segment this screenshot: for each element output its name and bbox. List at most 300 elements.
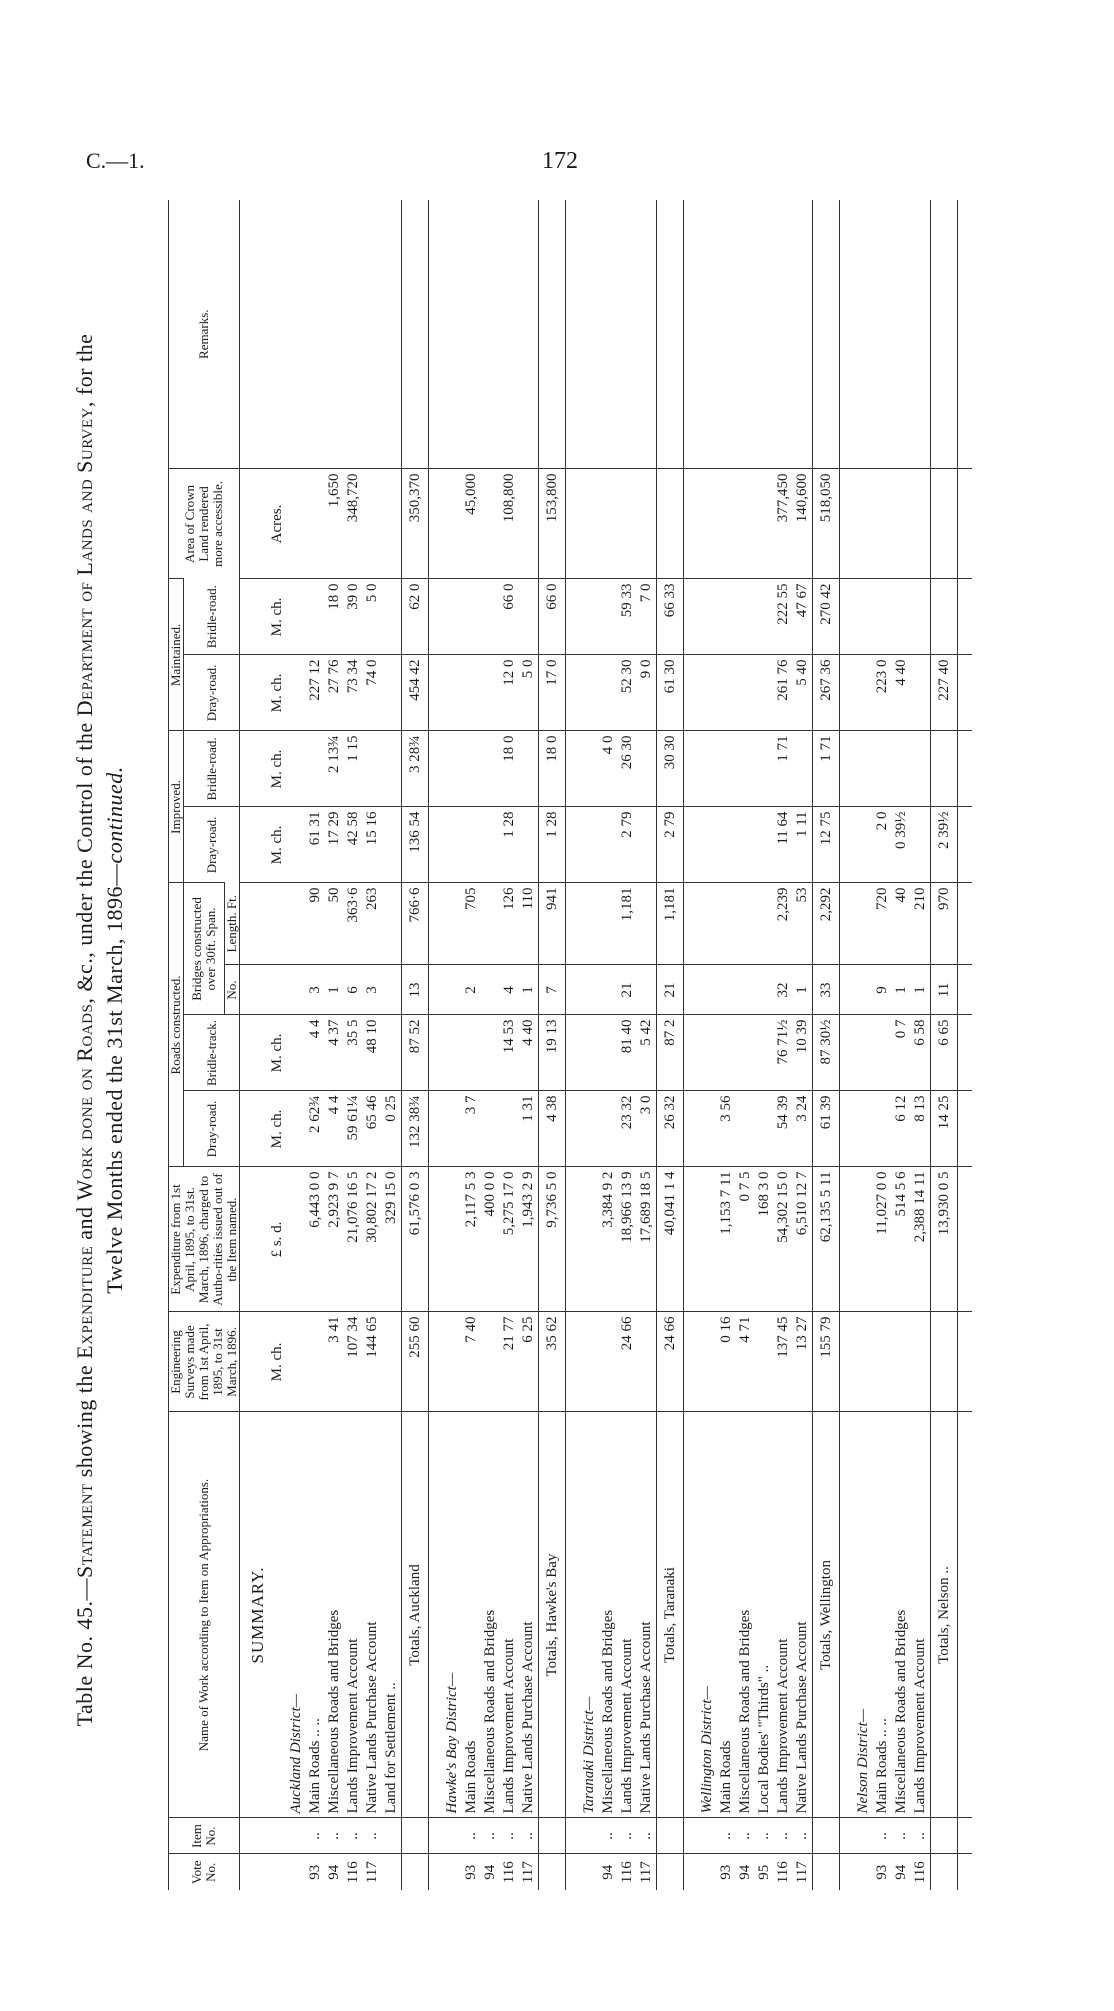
cell-idray — [736, 807, 755, 883]
units-row — [268, 200, 287, 1890]
cell-eng: 6 25 — [519, 1312, 539, 1412]
cell-area — [481, 469, 500, 579]
col-improved: Improved. — [169, 731, 184, 883]
cell-remarks — [325, 200, 344, 469]
cell-vote: 117 — [793, 1854, 813, 1890]
cell-remarks — [717, 200, 736, 469]
cell-eng: 21 77 — [500, 1312, 519, 1412]
cell-area — [911, 469, 931, 579]
total-ibridle: 1 71 — [813, 731, 840, 807]
cell-vote: 116 — [911, 1854, 931, 1890]
cell-name: Main Roads .. .. — [873, 1412, 892, 1818]
cell-bno: 1 — [793, 965, 813, 1015]
cell-area — [618, 469, 637, 579]
cell-remarks — [736, 200, 755, 469]
district-heading-row — [698, 200, 717, 1890]
summary-title: SUMMARY. — [240, 1412, 269, 1818]
cell-idray: 1 28 — [500, 807, 519, 883]
cell-mdray — [462, 655, 481, 731]
cell-remarks — [382, 200, 402, 469]
cell-dray: 3 0 — [637, 1091, 657, 1167]
cell-btrack — [462, 1015, 481, 1091]
cell-bno — [717, 965, 736, 1015]
cell-mdray: 27 76 — [325, 655, 344, 731]
summary-row — [240, 200, 269, 1890]
cell-eng: 7 40 — [462, 1312, 481, 1412]
cell-dray: 23 32 — [618, 1091, 637, 1167]
total-mdray: 267 36 — [813, 655, 840, 731]
cell-bno: 9 — [873, 965, 892, 1015]
cell-eng — [306, 1312, 325, 1412]
cell-item: .. — [599, 1818, 618, 1854]
cell-ibridle — [519, 731, 539, 807]
total-eng: 24 66 — [657, 1312, 684, 1412]
total-bno: 11 — [931, 965, 958, 1015]
col-name: Name of Work according to Item on Appropriations. — [169, 1412, 240, 1818]
total-item — [402, 1818, 429, 1854]
table-row — [519, 200, 539, 1890]
total-name: Totals, Taranaki — [657, 1412, 684, 1818]
cell-eng — [892, 1312, 911, 1412]
cell-mdray — [599, 655, 618, 731]
cell-bno — [382, 965, 402, 1015]
cell-exp: 30,802 17 2 — [363, 1167, 382, 1312]
cell-area — [637, 469, 657, 579]
cell-mdray: 73 34 — [344, 655, 363, 731]
cell-ibridle: 1 71 — [774, 731, 793, 807]
district-name: Wellington District— — [698, 1412, 717, 1818]
col-remarks: Remarks. — [169, 200, 240, 469]
cell-idray — [382, 807, 402, 883]
cell-bno: 4 — [500, 965, 519, 1015]
cell-mbridle — [462, 579, 481, 655]
table-row — [306, 200, 325, 1890]
total-blen: 1,181 — [657, 883, 684, 965]
page-number: 172 — [542, 148, 578, 174]
total-blen: 941 — [539, 883, 566, 965]
table-row — [382, 200, 402, 1890]
cell-mdray — [755, 655, 774, 731]
cell-bno — [599, 965, 618, 1015]
cell-mbridle: 222 55 — [774, 579, 793, 655]
cell-dray — [736, 1091, 755, 1167]
cell-item — [382, 1818, 402, 1854]
cell-exp: 6,443 0 0 — [306, 1167, 325, 1312]
total-idray: 12 75 — [813, 807, 840, 883]
cell-mbridle — [892, 579, 911, 655]
unit-exp: £ s. d. — [268, 1167, 287, 1312]
cell-idray — [519, 807, 539, 883]
total-btrack: 6 65 — [931, 1015, 958, 1091]
cell-bno: 1 — [911, 965, 931, 1015]
cell-dray — [873, 1091, 892, 1167]
table-row — [500, 200, 519, 1890]
cell-mbridle: 47 67 — [793, 579, 813, 655]
cell-remarks — [793, 200, 813, 469]
cell-bno: 32 — [774, 965, 793, 1015]
total-blen: 970 — [931, 883, 958, 965]
cell-name: Miscellaneous Roads and Bridges — [481, 1412, 500, 1818]
total-mbridle — [931, 579, 958, 655]
cell-blen: 363·6 — [344, 883, 363, 965]
cell-item: .. — [736, 1818, 755, 1854]
cell-item: .. — [618, 1818, 637, 1854]
table-row — [717, 200, 736, 1890]
cell-mbridle — [599, 579, 618, 655]
cell-area: 377,450 — [774, 469, 793, 579]
cell-dray: 6 12 — [892, 1091, 911, 1167]
cell-btrack — [717, 1015, 736, 1091]
totals-row — [657, 200, 684, 1890]
cell-name: Lands Improvement Account — [911, 1412, 931, 1818]
cell-dray: 54 39 — [774, 1091, 793, 1167]
cell-btrack — [873, 1015, 892, 1091]
spacer-row — [958, 200, 973, 1890]
unit-bridle: M. ch. — [268, 1015, 287, 1091]
cell-blen: 50 — [325, 883, 344, 965]
cell-name: Miscellaneous Roads and Bridges — [736, 1412, 755, 1818]
total-vote — [402, 1854, 429, 1890]
cell-idray — [717, 807, 736, 883]
cell-name: Lands Improvement Account — [774, 1412, 793, 1818]
cell-remarks — [873, 200, 892, 469]
total-mbridle: 270 42 — [813, 579, 840, 655]
total-area: 350,370 — [402, 469, 429, 579]
col-dray-road: Dray-road. — [184, 1091, 240, 1167]
cell-mdray: 5 0 — [519, 655, 539, 731]
cell-exp: 1,943 2 9 — [519, 1167, 539, 1312]
total-eng — [931, 1312, 958, 1412]
cell-remarks — [892, 200, 911, 469]
district-heading-row — [443, 200, 462, 1890]
cell-bno — [755, 965, 774, 1015]
cell-mbridle: 39 0 — [344, 579, 363, 655]
cell-idray: 42 58 — [344, 807, 363, 883]
cell-item: .. — [637, 1818, 657, 1854]
cell-bno: 21 — [618, 965, 637, 1015]
total-idray: 1 28 — [539, 807, 566, 883]
cell-ibridle: 18 0 — [500, 731, 519, 807]
cell-ibridle — [306, 731, 325, 807]
cell-mdray: 5 40 — [793, 655, 813, 731]
table-row — [618, 200, 637, 1890]
total-area — [931, 469, 958, 579]
total-item — [813, 1818, 840, 1854]
cell-dray — [481, 1091, 500, 1167]
cell-remarks — [500, 200, 519, 469]
cell-dray: 8 13 — [911, 1091, 931, 1167]
cell-idray — [481, 807, 500, 883]
cell-blen — [755, 883, 774, 965]
unit-imp-bridle: M. ch. — [268, 731, 287, 807]
cell-bno: 6 — [344, 965, 363, 1015]
spacer-row — [429, 200, 444, 1890]
cell-vote: 117 — [363, 1854, 382, 1890]
cell-name: Lands Improvement Account — [500, 1412, 519, 1818]
cell-exp: 514 5 6 — [892, 1167, 911, 1312]
total-exp: 61,576 0 3 — [402, 1167, 429, 1312]
cell-vote: 117 — [637, 1854, 657, 1890]
cell-vote: 116 — [500, 1854, 519, 1890]
total-remarks — [931, 200, 958, 469]
cell-area — [736, 469, 755, 579]
unit-mnt-dray: M. ch. — [268, 655, 287, 731]
cell-bno: 3 — [363, 965, 382, 1015]
total-area: 153,800 — [539, 469, 566, 579]
cell-remarks — [363, 200, 382, 469]
total-mbridle: 66 0 — [539, 579, 566, 655]
document-code: C.—1. — [86, 148, 145, 173]
cell-vote: 117 — [519, 1854, 539, 1890]
cell-ibridle — [363, 731, 382, 807]
total-remarks — [402, 200, 429, 469]
cell-mbridle — [306, 579, 325, 655]
cell-item: .. — [481, 1818, 500, 1854]
cell-eng: 13 27 — [793, 1312, 813, 1412]
total-idray: 2 39½ — [931, 807, 958, 883]
cell-area — [363, 469, 382, 579]
cell-blen: 126 — [500, 883, 519, 965]
cell-area — [892, 469, 911, 579]
cell-ibridle — [793, 731, 813, 807]
cell-idray — [911, 807, 931, 883]
cell-name: Main Roads — [462, 1412, 481, 1818]
cell-name: Land for Settlement .. — [382, 1412, 402, 1818]
cell-name: Native Lands Purchase Account — [637, 1412, 657, 1818]
total-ibridle — [931, 731, 958, 807]
cell-area — [519, 469, 539, 579]
total-dray: 26 32 — [657, 1091, 684, 1167]
cell-remarks — [462, 200, 481, 469]
cell-item: .. — [325, 1818, 344, 1854]
cell-bno — [736, 965, 755, 1015]
cell-mdray: 4 40 — [892, 655, 911, 731]
cell-item: .. — [344, 1818, 363, 1854]
cell-mbridle: 59 33 — [618, 579, 637, 655]
cell-exp: 17,689 18 5 — [637, 1167, 657, 1312]
total-exp: 40,041 1 4 — [657, 1167, 684, 1312]
cell-name: Native Lands Purchase Account — [519, 1412, 539, 1818]
total-ibridle: 30 30 — [657, 731, 684, 807]
cell-vote: 94 — [325, 1854, 344, 1890]
total-btrack: 87 30½ — [813, 1015, 840, 1091]
total-dray: 14 25 — [931, 1091, 958, 1167]
unit-imp-dray: M. ch. — [268, 807, 287, 883]
total-mbridle: 62 0 — [402, 579, 429, 655]
col-bridge-count: No. — [225, 965, 240, 1015]
cell-vote: 116 — [774, 1854, 793, 1890]
cell-item: .. — [911, 1818, 931, 1854]
table-row — [637, 200, 657, 1890]
district-name: Auckland District— — [287, 1412, 306, 1818]
cell-eng — [637, 1312, 657, 1412]
cell-exp: 2,388 14 11 — [911, 1167, 931, 1312]
col-bridle-track: Bridle-track. — [184, 1015, 240, 1091]
cell-blen: 705 — [462, 883, 481, 965]
cell-idray: 11 64 — [774, 807, 793, 883]
cell-exp: 54,302 15 0 — [774, 1167, 793, 1312]
cell-dray — [599, 1091, 618, 1167]
col-roads-constructed: Roads constructed. — [169, 883, 184, 1167]
totals-row — [539, 200, 566, 1890]
cell-vote: 94 — [736, 1854, 755, 1890]
total-mdray: 227 40 — [931, 655, 958, 731]
total-item — [931, 1818, 958, 1854]
expenditure-table — [168, 200, 972, 1890]
district-name: Nelson District— — [854, 1412, 873, 1818]
cell-vote: 93 — [306, 1854, 325, 1890]
cell-dray: 3 56 — [717, 1091, 736, 1167]
cell-blen: 110 — [519, 883, 539, 965]
cell-blen — [637, 883, 657, 965]
cell-eng: 4 71 — [736, 1312, 755, 1412]
col-maintained-bridle: Bridle-road. — [184, 579, 240, 655]
total-vote — [931, 1854, 958, 1890]
district-name: Hawke's Bay District— — [443, 1412, 462, 1818]
cell-remarks — [637, 200, 657, 469]
cell-btrack: 4 40 — [519, 1015, 539, 1091]
total-remarks — [657, 200, 684, 469]
cell-remarks — [618, 200, 637, 469]
cell-remarks — [481, 200, 500, 469]
total-item — [657, 1818, 684, 1854]
cell-area: 108,800 — [500, 469, 519, 579]
cell-area: 1,650 — [325, 469, 344, 579]
cell-idray: 2 79 — [618, 807, 637, 883]
cell-vote: 94 — [481, 1854, 500, 1890]
cell-idray: 61 31 — [306, 807, 325, 883]
cell-ibridle — [481, 731, 500, 807]
cell-item: .. — [793, 1818, 813, 1854]
total-vote — [657, 1854, 684, 1890]
total-vote — [539, 1854, 566, 1890]
cell-mbridle — [911, 579, 931, 655]
table-row — [736, 200, 755, 1890]
total-item — [539, 1818, 566, 1854]
cell-bno — [481, 965, 500, 1015]
cell-mbridle: 5 0 — [363, 579, 382, 655]
cell-exp: 5,275 17 0 — [500, 1167, 519, 1312]
cell-blen: 1,181 — [618, 883, 637, 965]
cell-area — [382, 469, 402, 579]
cell-dray: 3 24 — [793, 1091, 813, 1167]
cell-eng — [911, 1312, 931, 1412]
col-area: Area of Crown Land rendered more accessible. — [169, 469, 240, 579]
total-exp: 62,135 5 11 — [813, 1167, 840, 1312]
cell-item: .. — [717, 1818, 736, 1854]
cell-eng — [599, 1312, 618, 1412]
cell-dray — [755, 1091, 774, 1167]
cell-dray: 1 31 — [519, 1091, 539, 1167]
total-remarks — [539, 200, 566, 469]
total-bno: 7 — [539, 965, 566, 1015]
unit-mnt-bridle: M. ch. — [268, 579, 287, 655]
cell-remarks — [344, 200, 363, 469]
cell-remarks — [911, 200, 931, 469]
cell-blen — [717, 883, 736, 965]
cell-remarks — [774, 200, 793, 469]
cell-area: 348,720 — [344, 469, 363, 579]
total-dray: 61 39 — [813, 1091, 840, 1167]
cell-ibridle: 2 13¾ — [325, 731, 344, 807]
cell-btrack: 35 5 — [344, 1015, 363, 1091]
cell-mdray: 74 0 — [363, 655, 382, 731]
cell-name: Native Lands Purchase Account — [363, 1412, 382, 1818]
cell-eng: 3 41 — [325, 1312, 344, 1412]
cell-dray: 4 4 — [325, 1091, 344, 1167]
cell-exp: 2,923 9 7 — [325, 1167, 344, 1312]
total-btrack: 19 13 — [539, 1015, 566, 1091]
cell-item: .. — [363, 1818, 382, 1854]
unit-area: Acres. — [268, 469, 287, 579]
total-bno: 21 — [657, 965, 684, 1015]
cell-item: .. — [519, 1818, 539, 1854]
col-bridge-length: Length. Ft. — [225, 883, 240, 965]
cell-blen: 720 — [873, 883, 892, 965]
cell-mbridle: 18 0 — [325, 579, 344, 655]
table-row — [793, 200, 813, 1890]
cell-blen — [599, 883, 618, 965]
total-eng: 35 62 — [539, 1312, 566, 1412]
total-dray: 132 38¾ — [402, 1091, 429, 1167]
cell-ibridle — [873, 731, 892, 807]
cell-remarks — [306, 200, 325, 469]
table-row — [911, 200, 931, 1890]
page-header — [86, 148, 1016, 188]
cell-ibridle — [892, 731, 911, 807]
total-vote — [813, 1854, 840, 1890]
table-title: Table No. 45.—Statement showing the Expenditure and Work done on Roads, &c., under the Control of the Department of Lands and Survey, for the Twelve Months ended the 31st March, 1896—continued. — [72, 333, 127, 1727]
cell-blen: 40 — [892, 883, 911, 965]
cell-exp: 400 0 0 — [481, 1167, 500, 1312]
cell-btrack: 14 53 — [500, 1015, 519, 1091]
total-bno: 33 — [813, 965, 840, 1015]
cell-blen: 53 — [793, 883, 813, 965]
cell-idray — [599, 807, 618, 883]
cell-eng — [481, 1312, 500, 1412]
cell-btrack — [755, 1015, 774, 1091]
cell-mbridle — [382, 579, 402, 655]
cell-exp: 0 7 5 — [736, 1167, 755, 1312]
total-mdray: 17 0 — [539, 655, 566, 731]
table-row — [599, 200, 618, 1890]
cell-mbridle — [873, 579, 892, 655]
cell-name: Main Roads — [717, 1412, 736, 1818]
cell-mbridle — [481, 579, 500, 655]
cell-mdray: 227 12 — [306, 655, 325, 731]
cell-idray — [755, 807, 774, 883]
total-eng: 155 79 — [813, 1312, 840, 1412]
district-heading-row — [287, 200, 306, 1890]
cell-ibridle — [717, 731, 736, 807]
cell-remarks — [519, 200, 539, 469]
cell-ibridle — [382, 731, 402, 807]
cell-area — [717, 469, 736, 579]
totals-row — [402, 200, 429, 1890]
cell-mdray: 261 76 — [774, 655, 793, 731]
total-exp: 13,930 0 5 — [931, 1167, 958, 1312]
cell-mdray — [717, 655, 736, 731]
cell-vote: 93 — [717, 1854, 736, 1890]
cell-mdray: 12 0 — [500, 655, 519, 731]
cell-ibridle: 26 30 — [618, 731, 637, 807]
cell-bno: 1 — [892, 965, 911, 1015]
cell-item: .. — [755, 1818, 774, 1854]
cell-mdray — [382, 655, 402, 731]
cell-btrack — [382, 1015, 402, 1091]
total-name: Totals, Nelson .. — [931, 1412, 958, 1818]
cell-eng — [382, 1312, 402, 1412]
